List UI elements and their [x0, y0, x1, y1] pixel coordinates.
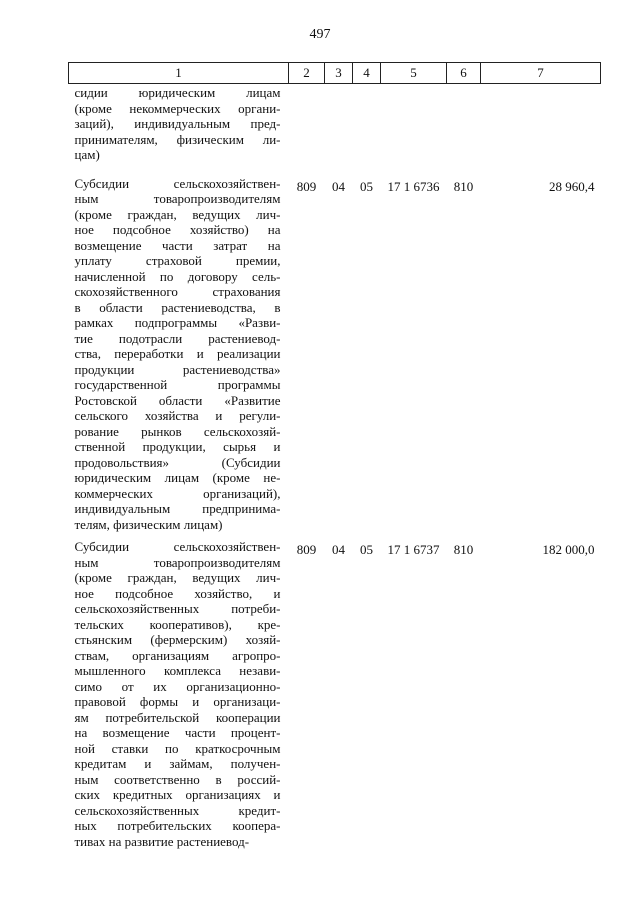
- header-col-5: 5: [381, 63, 447, 84]
- cell-amount: 28 960,4: [549, 178, 595, 194]
- description-line: тивах на развитие растениевод-: [74, 833, 250, 849]
- description-line: государственной программы: [74, 377, 281, 392]
- description-line: ствам, организациям агропро-: [74, 647, 281, 663]
- budget-table: [68, 62, 601, 849]
- cell-subsection: 05: [360, 178, 373, 194]
- cell-ministry: 809: [296, 542, 317, 557]
- description-line: уплату страховой премии,: [74, 253, 281, 268]
- cell-section: 04: [332, 542, 345, 557]
- cell-ministry: 809: [296, 178, 317, 194]
- description-line: ям потребительской кооперации: [74, 709, 281, 725]
- description-line: мышленного комплекса незави-: [74, 663, 281, 678]
- header-col-3: 3: [325, 63, 353, 84]
- description-line: (кроме граждан, ведущих лич-: [74, 570, 281, 585]
- table-row: [69, 84, 601, 163]
- table-row: [69, 538, 601, 849]
- description-line: тие подотрасли растениевод-: [74, 330, 281, 346]
- description-line: принимателям, физическим ли-: [74, 131, 281, 147]
- cell-amount: [481, 84, 601, 163]
- cell-target-article: 17 1 6736: [387, 178, 440, 194]
- description-line: рование рынков сельскохозяй-: [74, 423, 281, 439]
- cell-section: [325, 84, 353, 163]
- row-description: [69, 538, 289, 849]
- description-line: юридическим лицам (кроме не-: [74, 470, 281, 485]
- cell-ministry: [289, 84, 325, 163]
- cell-target-article: 17 1 6737: [387, 542, 440, 557]
- description-line: стьянским (фермерским) хозяй-: [74, 632, 281, 647]
- table-header: [69, 63, 601, 84]
- description-line: Субсидии сельскохозяйствен-: [74, 175, 281, 191]
- cell-expense-type: 810: [453, 542, 474, 557]
- description-line: Ростовской области «Развитие: [74, 392, 281, 408]
- description-line: Субсидии сельскохозяйствен-: [74, 539, 281, 554]
- description-line: (кроме граждан, ведущих лич-: [74, 206, 281, 222]
- description-line: ным товаропроизводителям: [74, 191, 281, 206]
- cell-subsection: 05: [360, 542, 373, 557]
- description-line: индивидуальным предпринима-: [74, 501, 281, 516]
- description-line: телям, физическим лицам): [74, 516, 223, 532]
- cell-target-article: [381, 84, 447, 163]
- description-line: коммерческих организаций),: [74, 485, 281, 501]
- description-line: ства, переработки и реализации: [74, 346, 281, 361]
- description-line: рамках подпрограммы «Разви-: [74, 315, 281, 330]
- header-col-2: 2: [289, 63, 325, 84]
- description-line: ное подсобное хозяйство) на: [74, 222, 281, 237]
- description-line: (кроме некоммерческих органи-: [74, 100, 281, 116]
- description-line: на возмещение части процент-: [74, 725, 281, 740]
- description-line: заций), индивидуальным пред-: [74, 116, 281, 131]
- description-line: сельского хозяйства и регули-: [74, 408, 281, 423]
- description-line: ным соответственно в россий-: [74, 771, 281, 787]
- description-line: ным товаропроизводителям: [74, 554, 281, 570]
- header-col-6: 6: [447, 63, 481, 84]
- description-line: ное подсобное хозяйство, и: [74, 585, 281, 601]
- description-line: симо от их организационно-: [74, 678, 281, 694]
- cell-subsection: [353, 84, 381, 163]
- header-col-1: 1: [69, 63, 289, 84]
- header-col-4: 4: [353, 63, 381, 84]
- description-line: сельскохозяйственных кредит-: [74, 802, 281, 818]
- description-line: начисленной по договору сель-: [74, 268, 281, 284]
- row-description: [69, 175, 289, 533]
- description-line: в области растениеводства, в: [74, 299, 281, 315]
- description-line: возмещение части затрат на: [74, 237, 281, 253]
- description-line: продовольствия» (Субсидии: [74, 454, 281, 470]
- description-line: ственной продукции, сырья и: [74, 439, 281, 454]
- description-line: кредитам и займам, получен-: [74, 756, 281, 771]
- cell-amount: 182 000,0: [542, 542, 595, 557]
- row-description: [69, 84, 289, 163]
- description-line: скохозяйственного страхования: [74, 284, 281, 299]
- cell-section: 04: [332, 178, 345, 194]
- description-line: сидии юридическим лицам: [74, 85, 281, 100]
- table-row: [69, 175, 601, 533]
- description-line: цам): [74, 147, 100, 162]
- cell-expense-type: [447, 84, 481, 163]
- description-line: ной ставки по краткосрочным: [74, 740, 281, 756]
- description-line: продукции растениеводства»: [74, 361, 281, 377]
- page-number: 497: [309, 27, 331, 42]
- description-line: сельскохозяйственных потреби-: [74, 601, 281, 616]
- description-line: ных потребительских коопера-: [74, 818, 281, 833]
- description-line: правовой формы и организаци-: [74, 694, 281, 709]
- description-line: тельских кооперативов), кре-: [74, 616, 281, 632]
- cell-expense-type: 810: [453, 178, 474, 194]
- description-line: ских кредитных организациях и: [74, 787, 281, 802]
- header-col-7: 7: [481, 63, 601, 84]
